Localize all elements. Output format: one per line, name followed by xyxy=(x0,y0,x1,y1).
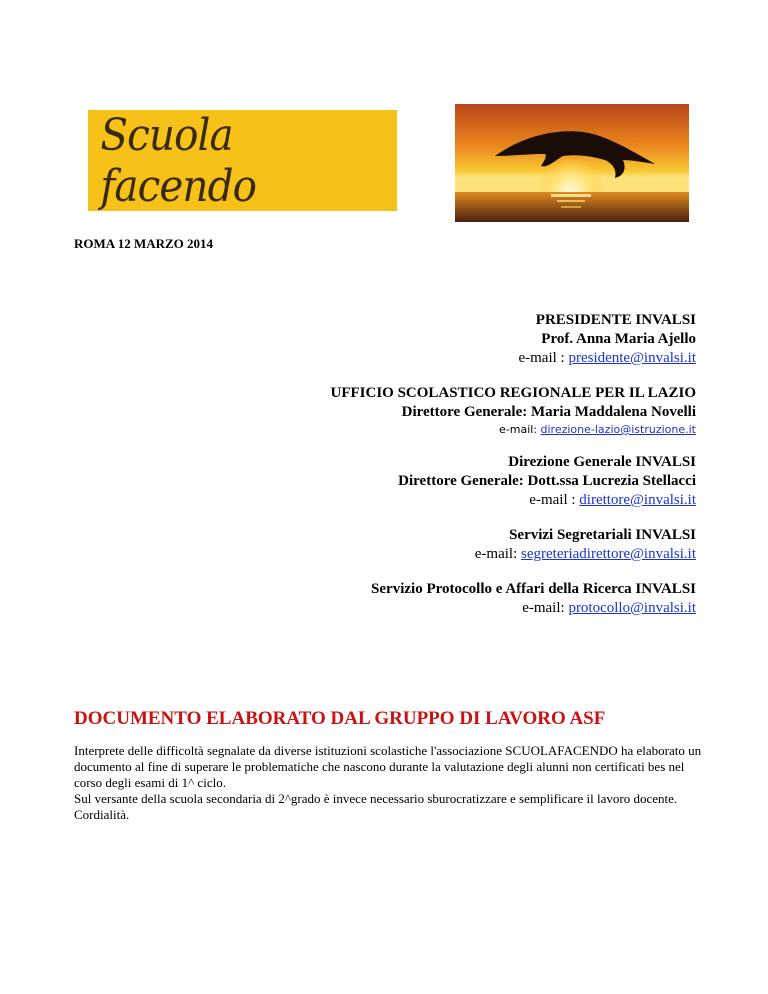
recipient-name: Prof. Anna Maria Ajello xyxy=(541,331,696,347)
closing: Cordialità. xyxy=(74,807,130,822)
email-link[interactable]: protocollo@invalsi.it xyxy=(568,600,696,616)
logo-text: Scuola facendo xyxy=(100,109,257,212)
recipient-title: UFFICIO SCOLASTICO REGIONALE PER IL LAZIO xyxy=(330,385,696,401)
email-link[interactable]: presidente@invalsi.it xyxy=(568,350,696,366)
body-paragraph: Interprete delle difficoltà segnalate da diverse istituzioni scolastiche l'associazione SCUOLAFACENDO ha elaborato un documento al fine di superare le problematiche che nascono durante la valutazione degli alunni non certificati bes nel corso degli esami di 1^ ciclo. xyxy=(74,743,702,790)
email-link[interactable]: segreteriadirettore@invalsi.it xyxy=(521,546,696,562)
recipient-email-line xyxy=(96,491,696,510)
recipient-name: Direttore Generale: Maria Maddalena Novelli xyxy=(401,404,696,420)
recipient-title: Direzione Generale INVALSI xyxy=(508,454,696,470)
recipient-segreteria xyxy=(96,526,696,564)
recipient-name: Direttore Generale: Dott.ssa Lucrezia Stellacci xyxy=(398,473,696,489)
document-body xyxy=(74,743,714,823)
dolphin-sunset-image xyxy=(455,104,689,222)
document-date: ROMA 12 MARZO 2014 xyxy=(74,236,214,251)
email-label: e-mail: xyxy=(474,546,521,562)
recipient-email-line xyxy=(96,349,696,368)
recipient-usr-lazio xyxy=(96,384,696,437)
recipient-email-line xyxy=(96,422,696,437)
email-label: e-mail: xyxy=(499,423,541,436)
email-label: e-mail: xyxy=(522,600,569,616)
recipient-protocollo xyxy=(96,580,696,618)
recipient-email-line xyxy=(96,545,696,564)
recipient-title: Servizi Segretariali INVALSI xyxy=(509,527,696,543)
recipient-title: Servizio Protocollo e Affari della Ricerca INVALSI xyxy=(371,581,696,597)
scuolafacendo-logo xyxy=(88,110,397,211)
email-label: e-mail : xyxy=(529,492,580,508)
recipient-title: PRESIDENTE INVALSI xyxy=(535,312,696,328)
email-link[interactable]: direzione-lazio@istruzione.it xyxy=(540,423,696,436)
email-link[interactable]: direttore@invalsi.it xyxy=(579,492,696,508)
recipient-email-line xyxy=(96,599,696,618)
body-paragraph: Sul versante della scuola secondaria di 2^grado è invece necessario sburocratizzare e semplificare il lavoro docente. xyxy=(74,791,678,806)
dolphin-sunset-icon xyxy=(455,104,689,222)
email-label: e-mail : xyxy=(518,350,569,366)
recipient-direzione xyxy=(96,453,696,510)
document-heading: DOCUMENTO ELABORATO DAL GRUPPO DI LAVORO ASF xyxy=(74,708,606,729)
recipients-block xyxy=(96,311,696,634)
recipient-presidente xyxy=(96,311,696,368)
